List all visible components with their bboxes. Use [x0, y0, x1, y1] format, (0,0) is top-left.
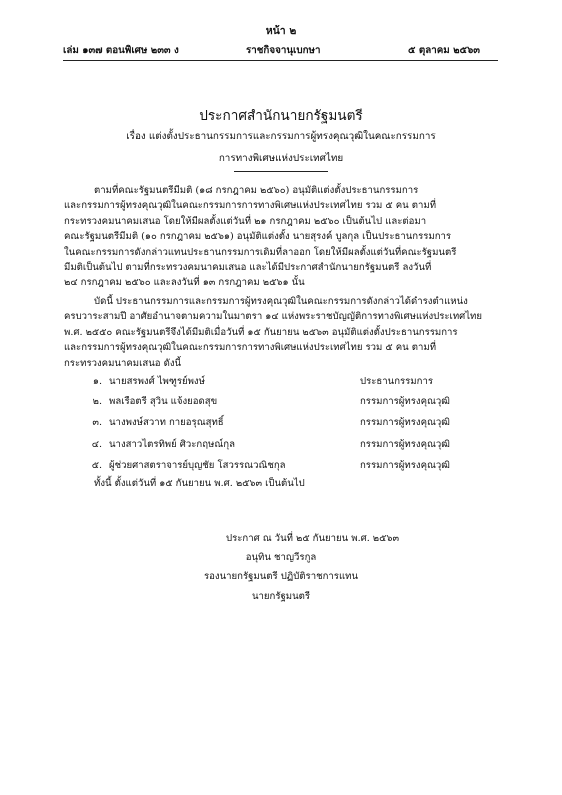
paragraph-2 [64, 294, 500, 371]
para2-line: ครบวาระสามปี อาศัยอำนาจตามความในมาตรา ๑๔ แห่งพระราชบัญญัติการทางพิเศษแห่งประเทศไทย [64, 311, 483, 323]
appointee-name: นายสรพงศ์ ไพฑูรย์พงษ์ [109, 376, 205, 387]
para2-line: กระทรวงคมนาคมเสนอ ดังนี้ [64, 357, 182, 369]
announcement-title: ประกาศสำนักนายกรัฐมนตรี [199, 108, 363, 124]
appointee-role: กรรมการผู้ทรงคุณวุฒิ [360, 460, 450, 471]
para1-line: และกรรมการผู้ทรงคุณวุฒิในคณะกรรมการการทางพิเศษแห่งประเทศไทย รวม ๕ คน ตามที่ [64, 200, 437, 212]
gazette-date: ๕ ตุลาคม ๒๕๖๓ [408, 45, 480, 56]
signatory-position-2: นายกรัฐมนตรี [251, 591, 311, 602]
appointee-role: ประธานกรรมการ [360, 376, 433, 387]
subject-line-1: เรื่อง แต่งตั้งประธานกรรมการและกรรมการผู้ทรงคุณวุฒิในคณะกรรมการ [126, 131, 436, 142]
effective-date-line: ทั้งนี้ ตั้งแต่วันที่ ๑๕ กันยายน พ.ศ. ๒๕๖๓ เป็นต้นไป [94, 478, 305, 489]
volume-info: เล่ม ๑๓๗ ตอนพิเศษ ๒๓๓ ง [63, 45, 179, 56]
para1-line: ๒๔ กรกฎาคม ๒๕๖๐ และลงวันที่ ๑๓ กรกฎาคม ๒๕๖๑ นั้น [64, 277, 305, 289]
signatory-position-1: รองนายกรัฐมนตรี ปฏิบัติราชการแทน [203, 571, 359, 582]
subject-line-2: การทางพิเศษแห่งประเทศไทย [218, 153, 344, 164]
appointee-role: กรรมการผู้ทรงคุณวุฒิ [360, 417, 450, 428]
paragraph-1 [64, 183, 500, 291]
appointee-name: ผู้ช่วยศาสตราจารย์บุญชัย โสวรรณวณิชกุล [109, 460, 286, 471]
announcement-date: ประกาศ ณ วันที่ ๒๕ กันยายน พ.ศ. ๒๕๖๓ [226, 533, 400, 544]
gazette-name: ราชกิจจานุเบกษา [246, 45, 321, 56]
para1-line: มีมติเป็นต้นไป ตามที่กระทรวงคมนาคมเสนอ และได้มีประกาศสำนักนายกรัฐมนตรี ลงวันที่ [64, 262, 432, 274]
appointee-name: นางพงษ์สวาท กายอรุณสุทธิ์ [109, 417, 224, 428]
para2-line: บัดนี้ ประธานกรรมการและกรรมการผู้ทรงคุณวุฒิในคณะกรรมการดังกล่าวได้ดำรงตำแหน่ง [94, 296, 468, 307]
para1-line: ตามที่คณะรัฐมนตรีมีมติ (๑๘ กรกฎาคม ๒๕๖๐) อนุมัติแต่งตั้งประธานกรรมการ [94, 185, 419, 196]
title-rule [234, 171, 328, 172]
para2-line: พ.ศ. ๒๕๕๐ คณะรัฐมนตรีจึงได้มีมติเมื่อวันที่ ๑๕ กันยายน ๒๕๖๓ อนุมัติแต่งตั้งประธานกรรมการ [64, 326, 458, 338]
para1-line: คณะรัฐมนตรีมีมติ (๑๐ กรกฎาคม ๒๕๖๑) อนุมัติแต่งตั้ง นายสุรงค์ บูลกุล เป็นประธานกรรมการ [64, 231, 452, 243]
para2-line: และกรรมการผู้ทรงคุณวุฒิในคณะกรรมการการทางพิเศษแห่งประเทศไทย รวม ๕ คน ตามที่ [64, 342, 437, 354]
header-rule [63, 60, 498, 61]
appointment-list: ๑. นายสรพงศ์ ไพฑูรย์พงษ์ ประธานกรรมการ ๒. พลเรือตรี สุวิน แจ้งยอดสุข กรรมการผู้ทรงคุณวุฒิ ๓. นางพงษ์สวาท กายอรุณสุทธิ์ กรรมการผู้ทรงคุณวุฒิ ๔. นางสาวไตรทิพย์ ศิวะกฤษณ์กุล กรรมการผู้ทรงคุณวุฒิ ๕. ผู้ช่วยศาสตราจารย์บุญชัย โสวรรณวณิชกุล กรรมการผู้ทรงคุณวุฒิ [91, 376, 450, 471]
appointee-role: กรรมการผู้ทรงคุณวุฒิ [360, 439, 450, 450]
signatory-name: อนุทิน ชาญวีรกูล [245, 552, 317, 563]
para1-line: ในคณะกรรมการดังกล่าวแทนประธานกรรมการเดิมที่ลาออก โดยให้มีผลตั้งแต่วันที่คณะรัฐมนตรี [64, 246, 457, 258]
appointee-name: นางสาวไตรทิพย์ ศิวะกฤษณ์กุล [109, 439, 235, 450]
para1-line: กระทรวงคมนาคมเสนอ โดยให้มีผลตั้งแต่วันที่ ๒๑ กรกฎาคม ๒๕๖๐ เป็นต้นไป และต่อมา [64, 215, 427, 227]
page-number: หน้า ๒ [265, 25, 297, 37]
appointee-name: พลเรือตรี สุวิน แจ้งยอดสุข [109, 396, 218, 407]
appointee-role: กรรมการผู้ทรงคุณวุฒิ [360, 396, 450, 407]
